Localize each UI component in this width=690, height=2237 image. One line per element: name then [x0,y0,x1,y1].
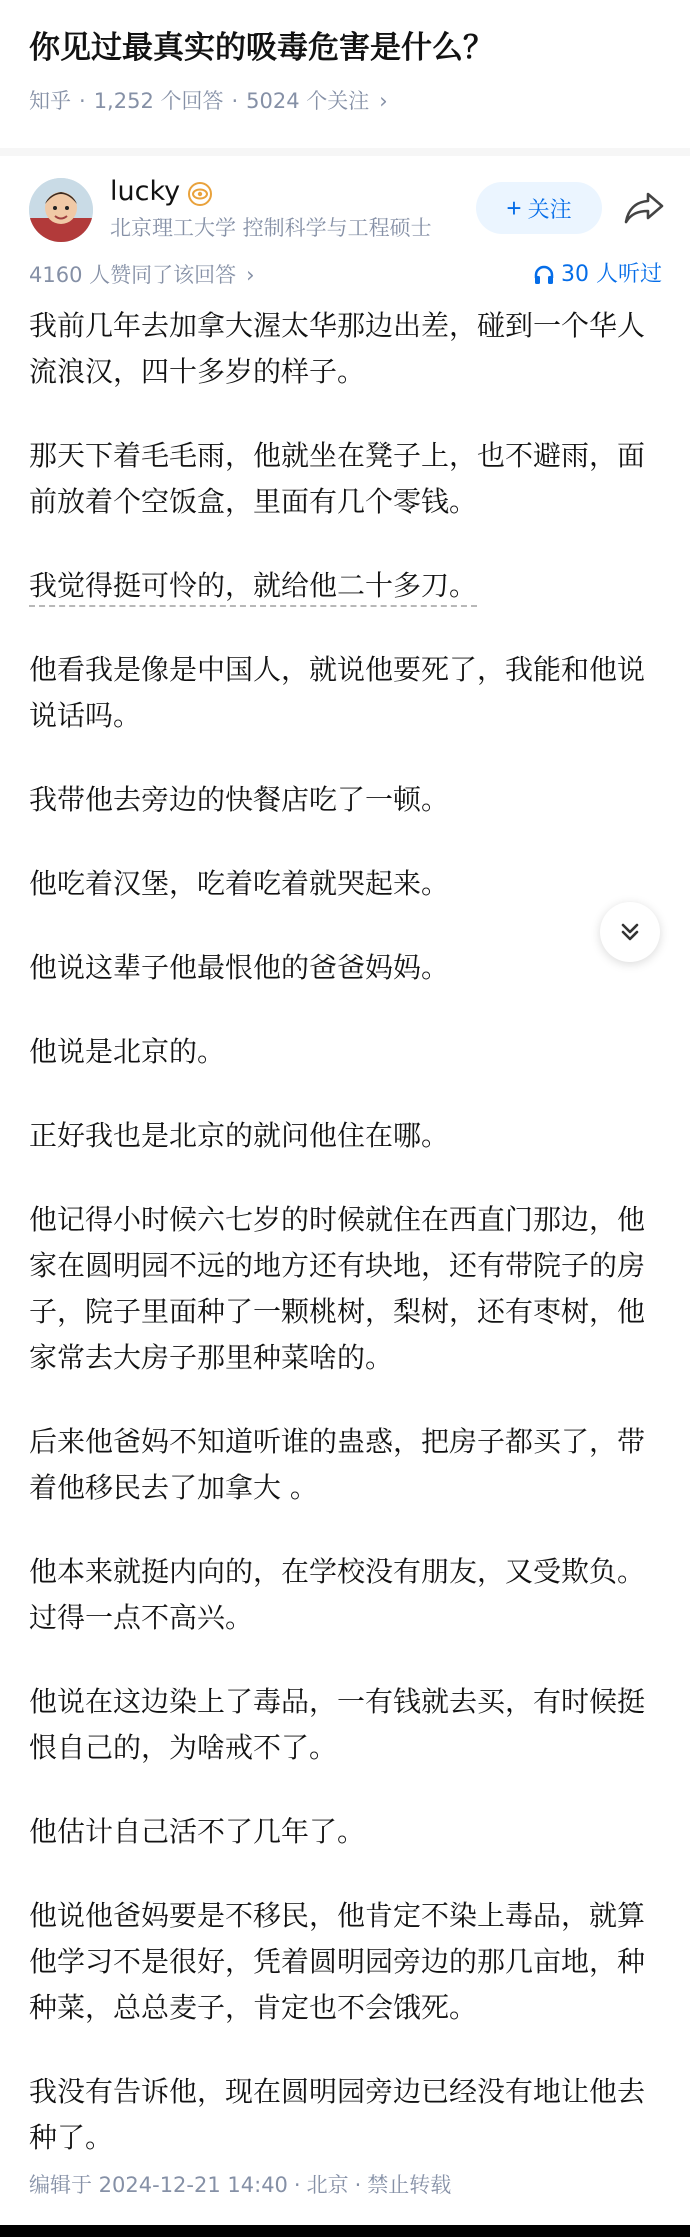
meta-separator: · [79,89,86,113]
answers-count: 1,252 个回答 [93,89,224,113]
answer-paragraph: 那天下着毛毛雨，他就坐在凳子上，也不避雨，面前放着个空饭盒，里面有几个零钱。 [29,439,646,518]
plus-icon: + [506,193,522,223]
edit-info [29,2168,451,2202]
eye-badge-icon [188,180,212,204]
chevron-double-down-icon [617,919,643,945]
chevron-right-icon: › [379,89,388,113]
meta-separator: · [293,2173,301,2197]
followers-count: 5024 个关注 [246,89,370,113]
author-name-text: lucky [110,176,181,207]
votes-count: 4160 人赞同了该回答 [29,263,237,287]
listen-count-label: 30 人听过 [561,262,662,287]
collapse-button[interactable] [600,902,660,962]
share-button[interactable] [622,188,666,228]
answer-content [29,303,669,2199]
answer-paragraph: 我前几年去加拿大渥太华那边出差，碰到一个华人流浪汉，四十多岁的样子。 [29,309,646,388]
answer-paragraph: 他说在这边染上了毒品，一有钱就去买，有时候挺恨自己的，为啥戒不了。 [29,1685,646,1764]
bottom-bar [0,2225,690,2237]
meta-separator: · [354,2173,362,2197]
answer-paragraph: 正好我也是北京的就问他住在哪。 [29,1119,450,1152]
follow-label: 关注 [527,196,572,222]
answer-paragraph: 他估计自己活不了几年了。 [29,1815,366,1848]
question-title[interactable]: 你见过最真实的吸毒危害是什么？ [29,30,494,66]
source-label: 知乎 [29,89,71,113]
answer-paragraph: 他说这辈子他最恨他的爸爸妈妈。 [29,951,450,984]
copyright-label: 禁止转载 [367,2173,452,2197]
follow-button[interactable] [476,182,602,234]
question-meta[interactable] [29,84,388,118]
share-icon [622,188,666,228]
answer-paragraph: 他说是北京的。 [29,1035,226,1068]
answer-paragraph: 我没有告诉他，现在圆明园旁边已经没有地让他去种了。 [29,2075,646,2154]
answer-paragraph-highlighted [29,563,669,609]
listen-button[interactable] [533,258,662,292]
avatar[interactable] [29,178,93,242]
author-name[interactable] [110,174,212,210]
answer-paragraph: 他记得小时候六七岁的时候就住在西直门那边，他家在圆明园不远的地方还有块地，还有带院子的房子，院子里面种了一颗桃树，梨树，还有枣树，他家常去大房子那里种菜啥的。 [29,1203,646,1374]
location-label: 北京 [306,2173,349,2197]
headphones-icon [533,264,555,286]
vote-summary[interactable] [29,258,255,292]
edited-date: 编辑于 2024-12-21 14:40 [29,2173,288,2197]
meta-separator: · [231,89,239,113]
author-headline: 北京理工大学 控制科学与工程硕士 [110,216,432,240]
chevron-right-icon: › [246,263,255,287]
section-divider [0,148,690,156]
answer-paragraph: 他看我是像是中国人，就说他要死了，我能和他说说话吗。 [29,653,646,732]
answer-paragraph: 他本来就挺内向的，在学校没有朋友，又受欺负。过得一点不高兴。 [29,1555,646,1634]
answer-paragraph: 我带他去旁边的快餐店吃了一顿。 [29,783,450,816]
answer-paragraph: 后来他爸妈不知道听谁的蛊惑，把房子都买了，带着他移民去了加拿大 。 [29,1425,646,1504]
answer-paragraph: 他说他爸妈要是不移民，他肯定不染上毒品，就算他学习不是很好，凭着圆明园旁边的那几亩地，种种菜，总总麦子，肯定也不会饿死。 [29,1899,646,2024]
highlighted-text: 我觉得挺可怜的，就给他二十多刀。 [29,569,477,607]
answer-paragraph: 他吃着汉堡，吃着吃着就哭起来。 [29,867,450,900]
